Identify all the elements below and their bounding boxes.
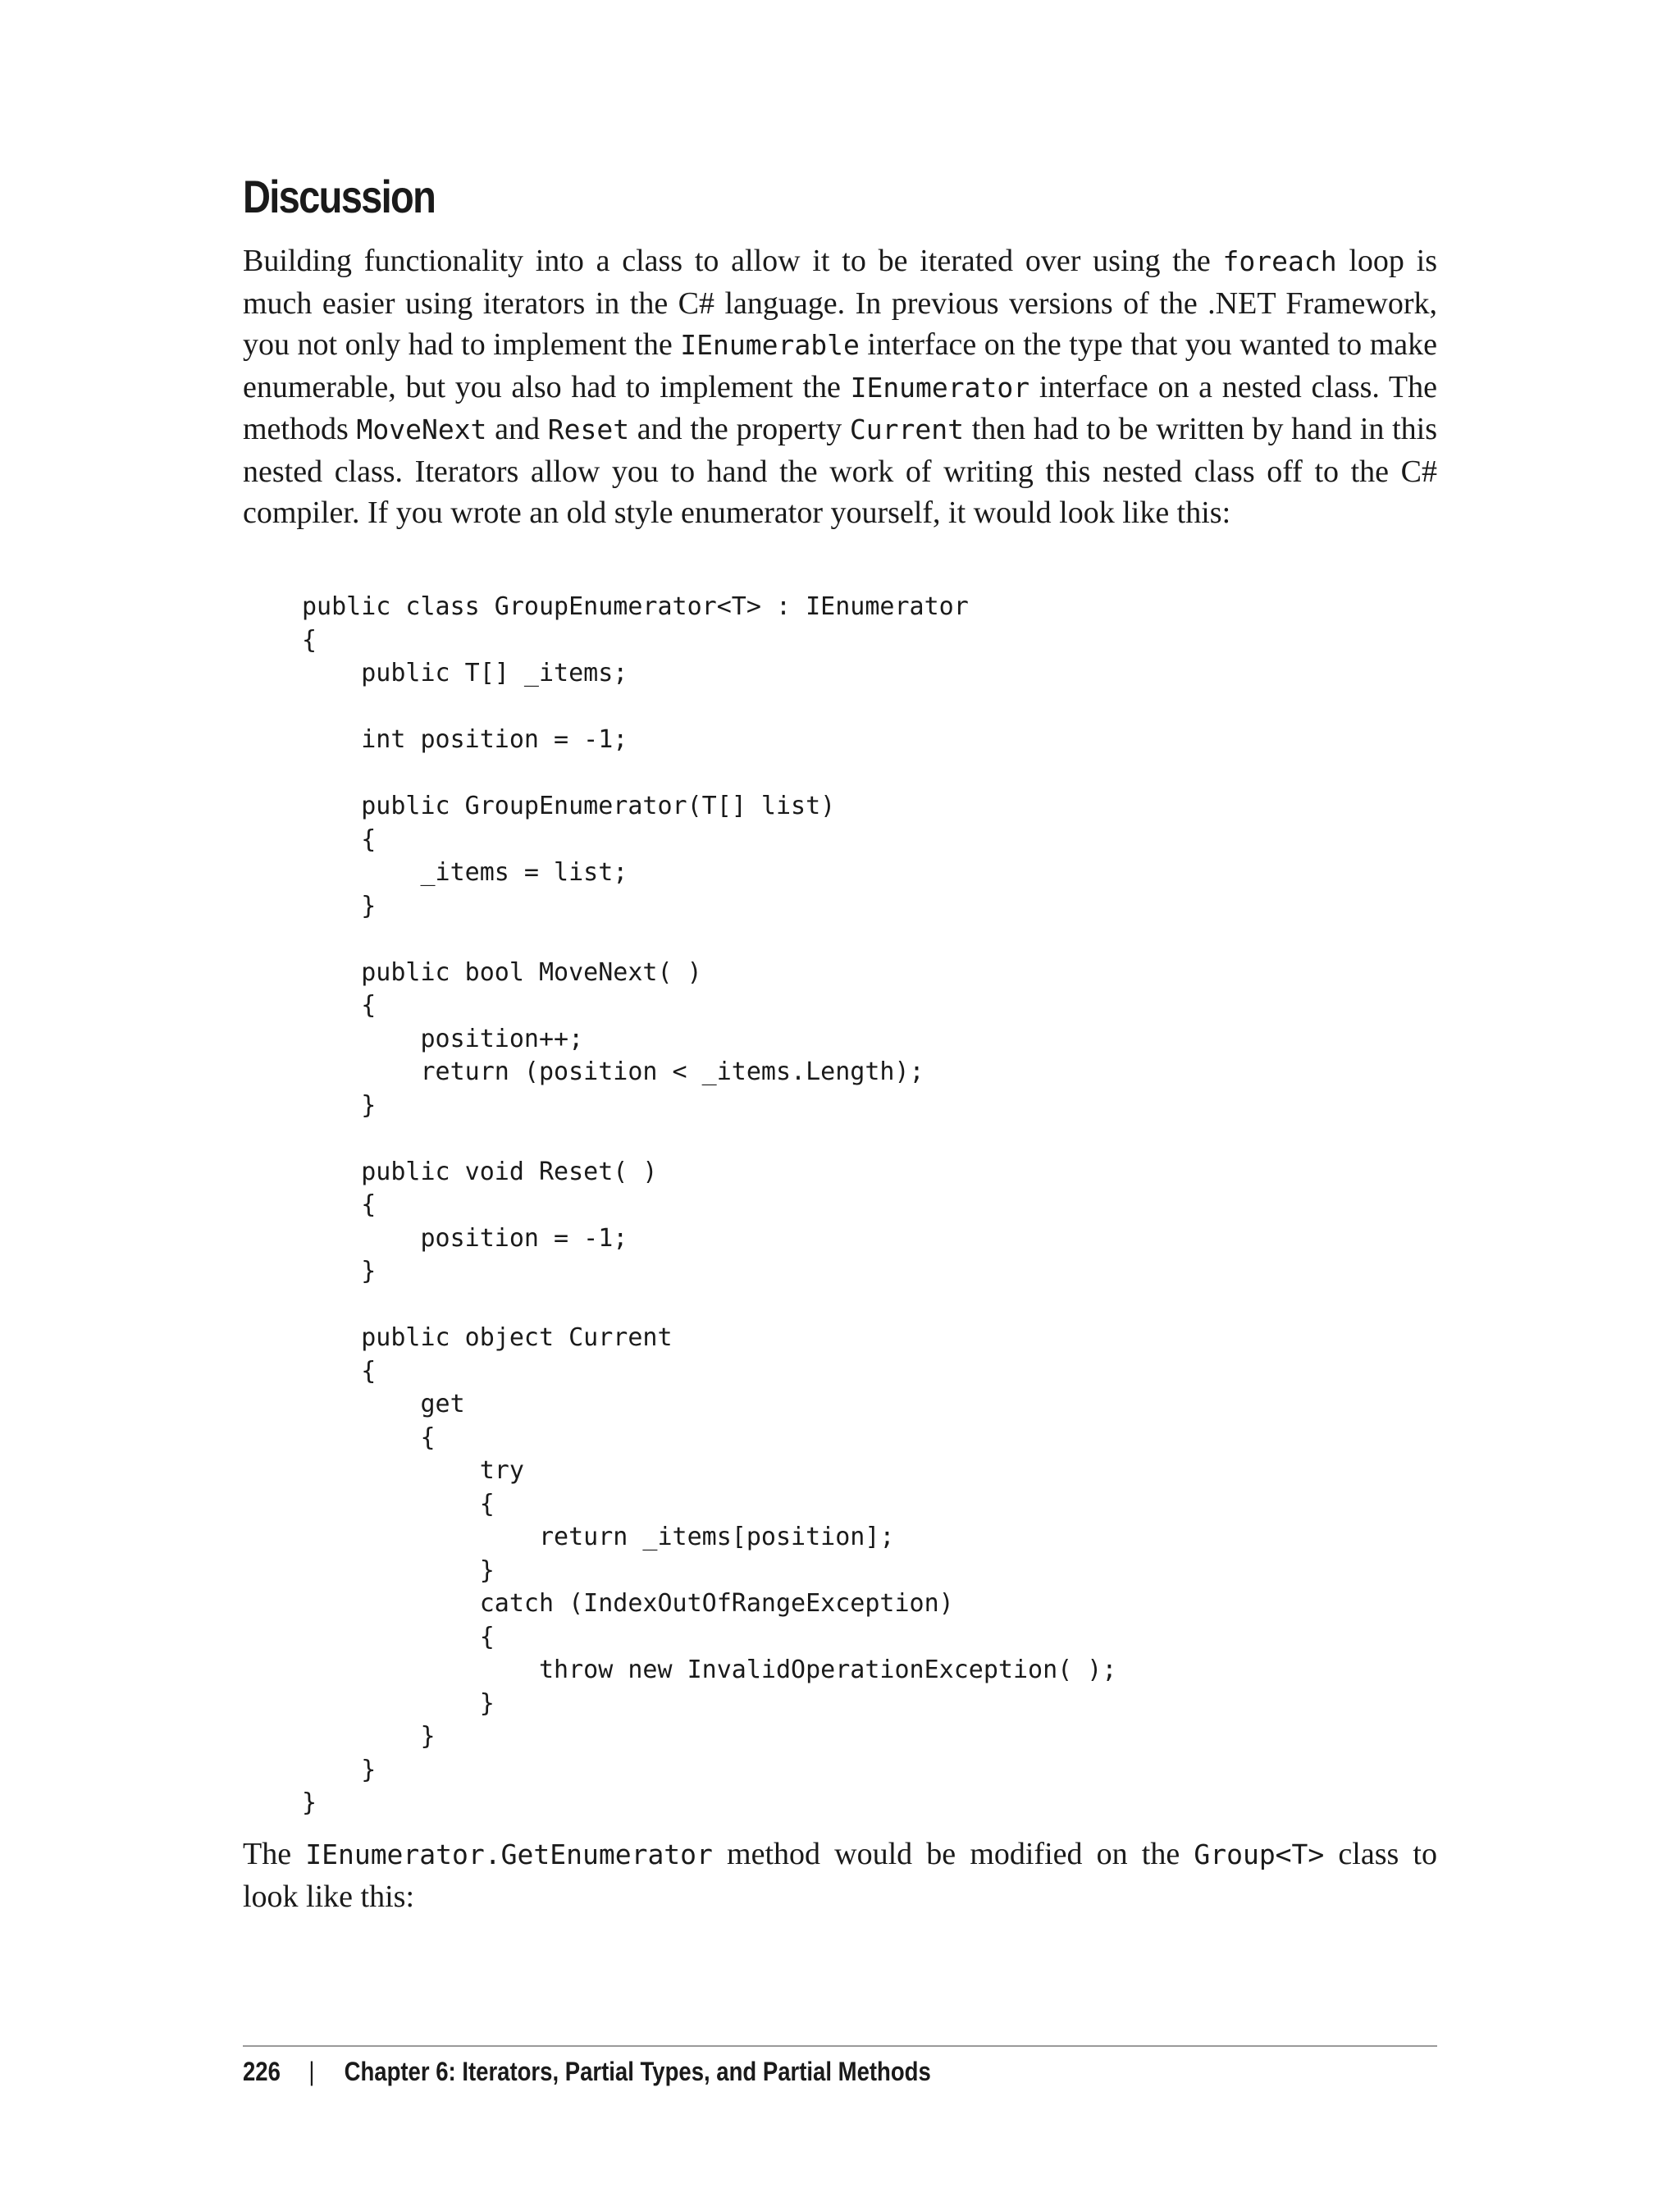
code-line: {: [302, 991, 377, 1020]
code-line: position = -1;: [302, 1223, 628, 1253]
code-line: catch (IndexOutOfRangeException): [302, 1589, 954, 1618]
code-line: public object Current: [302, 1323, 673, 1352]
code-line: public T[] _items;: [302, 659, 628, 687]
code-line: }: [302, 1090, 377, 1120]
code-line: }: [302, 1788, 317, 1817]
footer-rule: [243, 2045, 1437, 2047]
code-line: get: [302, 1390, 465, 1418]
code-line: {: [302, 1489, 495, 1519]
code-line: public bool MoveNext( ): [302, 957, 702, 987]
text-run: method would be modified on the: [712, 1837, 1194, 1871]
code-line: }: [302, 1688, 495, 1718]
text-run: loop is much easier using iterators in the C# language. In previous versions of the .NET Framework, you not only had to implement the: [243, 244, 1437, 362]
code-line: return (position < _items.Length);: [302, 1057, 924, 1086]
code-line: }: [302, 1555, 495, 1585]
code-line: public void Reset( ): [302, 1157, 658, 1186]
code-line: }: [302, 891, 377, 920]
text-run: and the property: [629, 412, 850, 446]
code-line: public class GroupEnumerator<T> : IEnumerator: [302, 592, 969, 621]
text-run: class to look like this:: [243, 1837, 1437, 1914]
text-run: then had to be written by hand in this nested class. Iterators allow you to hand the work of writing this nested class off to the C# compiler. If you wrote an old style enumerator yourself, it would look like this:: [243, 412, 1437, 530]
inline-code: IEnumerable: [680, 329, 860, 361]
code-listing: [302, 591, 1116, 1820]
page-footer: [243, 2051, 931, 2092]
inline-code: MoveNext: [356, 413, 487, 445]
text-run: interface on the type that you wanted to make enumerable, but you also had to implement the: [243, 327, 1437, 404]
section-heading: Discussion: [243, 171, 436, 222]
inline-code: Group<T>: [1194, 1838, 1325, 1870]
code-line: {: [302, 1356, 377, 1386]
code-line: public GroupEnumerator(T[] list): [302, 792, 836, 820]
inline-code: foreach: [1222, 245, 1337, 277]
code-line: position++;: [302, 1024, 584, 1053]
code-line: [302, 923, 1116, 957]
inline-code: IEnumerator.GetEnumerator: [305, 1838, 713, 1870]
code-line: throw new InvalidOperationException( );: [302, 1656, 1117, 1684]
code-line: }: [302, 1257, 377, 1286]
code-line: [302, 757, 1116, 791]
code-line: }: [302, 1722, 436, 1751]
code-line: {: [302, 824, 377, 854]
inline-code: Reset: [547, 413, 630, 445]
code-line: [302, 691, 1116, 724]
text-run: and: [486, 412, 548, 446]
followup-paragraph: [243, 1834, 1437, 1917]
code-line: int position = -1;: [302, 725, 628, 754]
code-line: {: [302, 1622, 495, 1651]
text-run: Building functionality into a class to allow it to be iterated over using the: [243, 244, 1223, 278]
inline-code: Current: [849, 413, 964, 445]
code-line: {: [302, 1423, 436, 1452]
code-line: [302, 1122, 1116, 1156]
page-number: 226: [243, 2057, 281, 2086]
code-line: }: [302, 1755, 377, 1784]
text-run: interface on a nested class. The methods: [243, 369, 1437, 446]
code-line: try: [302, 1456, 524, 1485]
code-line: [302, 1289, 1116, 1322]
intro-paragraph: [243, 240, 1437, 534]
chapter-title: Chapter 6: Iterators, Partial Types, and Partial Methods: [344, 2057, 931, 2086]
code-line: _items = list;: [302, 858, 628, 887]
text-run: The: [243, 1837, 306, 1871]
code-line: {: [302, 625, 317, 655]
inline-code: IEnumerator: [850, 371, 1030, 404]
code-line: {: [302, 1190, 377, 1219]
code-line: return _items[position];: [302, 1523, 895, 1551]
footer-separator: |: [308, 2057, 315, 2086]
